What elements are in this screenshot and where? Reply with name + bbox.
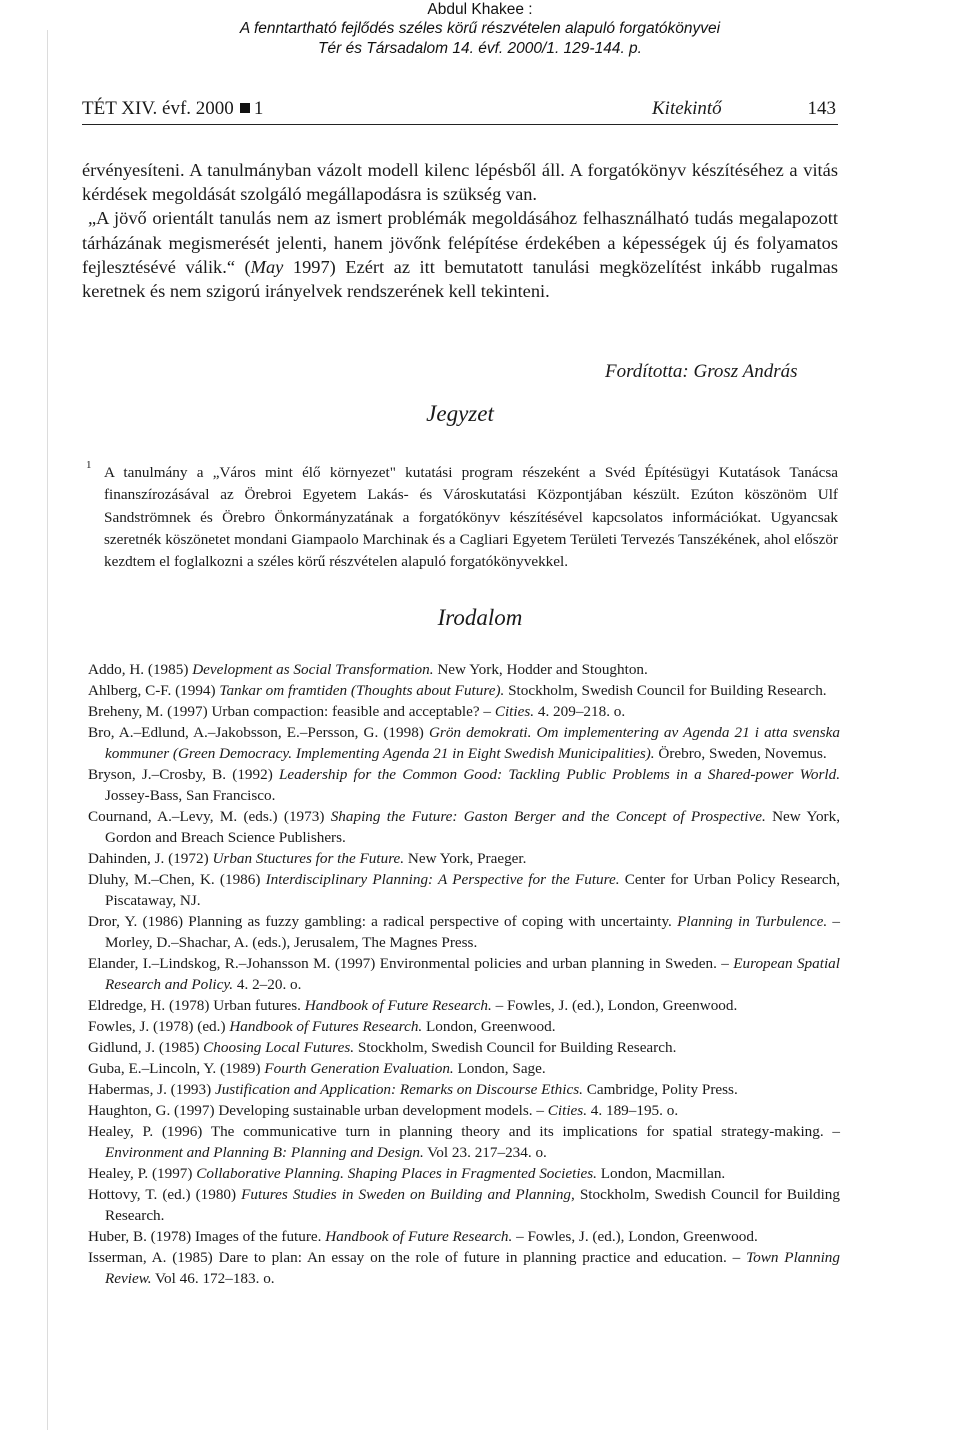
reference-title: Handbook of Future Research. [325,1228,513,1245]
reference-text: Isserman, A. (1985) Dare to plan: An essay on the role of future in planning practice and education. – [88,1249,747,1266]
reference-item [88,848,840,869]
reference-text: Haughton, G. (1997) Developing sustainable urban development models. – [88,1102,548,1119]
translator-credit: Fordította: Grosz András [605,361,798,382]
page-number: 143 [807,98,836,119]
reference-text: Stockholm, Swedish Council for Building Research. [504,682,827,699]
reference-text: Vol 23. 217–234. o. [423,1144,547,1161]
reference-text: Dahinden, J. (1972) [88,850,213,867]
reference-item [88,995,840,1016]
notes-heading: Jegyzet [426,401,494,426]
reference-text: New York, Praeger. [404,850,527,867]
reference-title: Development as Social Transformation. [192,661,434,678]
reference-title: Interdisciplinary Planning: A Perspective for the Future. [265,871,620,888]
reference-text: Gidlund, J. (1985) [88,1039,204,1056]
reference-text: London, Macmillan. [596,1165,726,1182]
reference-item [88,806,840,848]
reference-title: Choosing Local Futures. [203,1039,355,1056]
reference-text: Center for Urban Policy Research, Piscataway, NJ. [105,871,840,909]
reference-text: 4. 209–218. o. [534,703,626,720]
reference-text: Eldredge, H. (1978) Urban futures. [88,997,305,1014]
section-name: Kitekintő [652,98,722,119]
reference-item [88,1226,840,1247]
reference-title: Planning in Turbulence. [677,913,828,930]
reference-text: Dror, Y. (1986) Planning as fuzzy gambling: a radical perspective of coping with uncertainty. [88,913,678,930]
reference-item [88,1163,840,1184]
square-bullet-icon [240,103,250,113]
reference-text: Elander, I.–Lindskog, R.–Johansson M. (1997) Environmental policies and urban planning in Sweden. – [88,955,734,972]
reference-text: – Fowles, J. (ed.), London, Greenwood. [491,997,738,1014]
scan-margin-line [47,30,48,1430]
paragraph: érvényesíteni. A tanulmányban vázolt modell kilenc lépésből áll. A forgatókönyv készítéséhez a vitás kérdések megoldását szolgáló megállapodásra is szükség van. [82,160,838,205]
reference-text: – Fowles, J. (ed.), London, Greenwood. [512,1228,758,1245]
reference-text: Vol 46. 172–183. o. [151,1270,275,1287]
reference-list [88,659,840,1289]
reference-text: Healey, P. (1997) [88,1165,197,1182]
reference-text: Healey, P. (1996) The communicative turn in planning theory and its implications for spatial strategy-making. – [88,1123,840,1140]
reference-title: Cities. [494,703,535,720]
reference-title: Fourth Generation Evaluation. [264,1060,454,1077]
reference-item [88,1184,840,1226]
reference-item [88,1100,840,1121]
references-heading: Irodalom [437,605,523,630]
reference-item [88,764,840,806]
reference-title: Tankar om framtiden (Thoughts about Future). [219,682,505,699]
body-text [82,158,838,303]
reference-text: Huber, B. (1978) Images of the future. [88,1228,326,1245]
reference-text: New York, Gordon and Breach Science Publishers. [105,808,840,846]
reference-text: Bryson, J.–Crosby, B. (1992) [88,766,279,783]
reference-title: Handbook of Futures Research. [229,1018,423,1035]
reference-item [88,869,840,911]
reference-title: European Spatial Research and Policy. [105,955,840,993]
paragraph: „A jövő orientált tanulás nem az ismert problémák megoldásához felhasználható tudás megalapozott tárházának megismerését jelenti, hanem jövőnk felépítése érdekében a képességek új és folyamatos fejlesztésévé válik.“ (May 1997) Ezért az itt bemutatott tanulási megközelítést inkább rugalmas keretnek és nem szigorú irányelvek rendszerének kell tekinteni. [82,208,838,302]
reference-title: Urban Stuctures for the Future. [212,850,405,867]
reference-text: Bro, A.–Edlund, A.–Jakobsson, E.–Persson, G. (1998) [88,724,429,741]
footnote-number: 1 [86,459,92,471]
reference-item [88,701,840,722]
reference-text: Stockholm, Swedish Council for Building Research. [354,1039,677,1056]
reference-text: Örebro, Sweden, Novemus. [654,745,827,762]
reference-title: Town Planning Review. [105,1249,840,1287]
reference-item [88,953,840,995]
journal-info: TÉT XIV. évf. 2000 1 [82,98,264,119]
reference-text: Cambridge, Polity Press. [582,1081,738,1098]
reference-text: Addo, H. (1985) [88,661,193,678]
reference-item [88,722,840,764]
reference-item [88,680,840,701]
reference-text: Breheny, M. (1997) Urban compaction: feasible and acceptable? – [88,703,495,720]
reference-item [88,911,840,953]
reference-text: Cournand, A.–Levy, M. (eds.) (1973) [88,808,331,825]
reference-item [88,1016,840,1037]
reference-text: New York, Hodder and Stoughton. [433,661,648,678]
reference-text: Jossey-Bass, San Francisco. [105,787,276,804]
reference-text: Ahlberg, C-F. (1994) [88,682,220,699]
reference-title: Shaping the Future: Gaston Berger and the Concept of Prospective. [330,808,766,825]
reference-text: 4. 2–20. o. [233,976,302,993]
reference-title: Handbook of Future Research. [304,997,492,1014]
reference-title: Leadership for the Common Good: Tackling Public Problems in a Shared-power World. [278,766,840,783]
source-banner: Tér és Társadalom 14. évf. 2000/1. 129-144. p. [318,40,642,57]
reference-title: Collaborative Planning. Shaping Places in Fragmented Societies. [196,1165,597,1182]
reference-title: Justification and Application: Remarks on Discourse Ethics. [214,1081,583,1098]
reference-item [88,1037,840,1058]
reference-text: – Morley, D.–Shachar, A. (eds.), Jerusalem, The Magnes Press. [105,913,840,951]
reference-text: Hottovy, T. (ed.) (1980) [88,1186,242,1203]
reference-text: Guba, E.–Lincoln, Y. (1989) [88,1060,265,1077]
reference-item [88,1121,840,1163]
reference-title: Cities. [547,1102,587,1119]
footnote-text: A tanulmány a „Város mint élő környezet" kutatási program részeként a Svéd Építésügyi Kutatások Tanácsa finanszírozásával az Örebroi Egyetem Lakás- és Városkutatási Központjában készült. Ezúton köszönöm Ulf Sandströmnek és Örebro Önkormányzatának a forgatókönyv készítésével kapcsolatos információkat. Ugyancsak szeretnék köszönetet mondani Giampaolo Marchinak és a Cagliari Egyetem Területi Tervezés Tanszékének, ahol először kezdtem el foglalkozni a széles körű részvételen alapuló forgatókönyvekkel. [104,464,838,571]
reference-text: Habermas, J. (1993) [88,1081,215,1098]
reference-title: Grön demokrati. Om implementering av Agenda 21 i atta svenska kommuner (Green Democracy. Implementing Agenda 21 in Eight Swedish Municipalities). [105,724,841,762]
footnote [82,459,838,573]
reference-text: Fowles, J. (1978) (ed.) [88,1018,230,1035]
reference-item [88,659,840,680]
reference-item [88,1079,840,1100]
reference-text: London, Sage. [453,1060,546,1077]
reference-title: Futures Studies in Sweden on Building and Planning, [241,1186,575,1203]
title-banner: A fenntartható fejlődés széles körű részvételen alapuló forgatókönyvei [239,20,721,37]
running-head [82,96,838,125]
reference-text: Stockholm, Swedish Council for Building Research. [105,1186,840,1224]
reference-item [88,1058,840,1079]
reference-item [88,1247,840,1289]
author-banner: Abdul Khakee : [427,1,533,18]
reference-text: 4. 189–195. o. [587,1102,679,1119]
reference-text: Dluhy, M.–Chen, K. (1986) [88,871,266,888]
reference-text: London, Greenwood. [422,1018,556,1035]
reference-title: Environment and Planning B: Planning and Design. [105,1144,424,1161]
